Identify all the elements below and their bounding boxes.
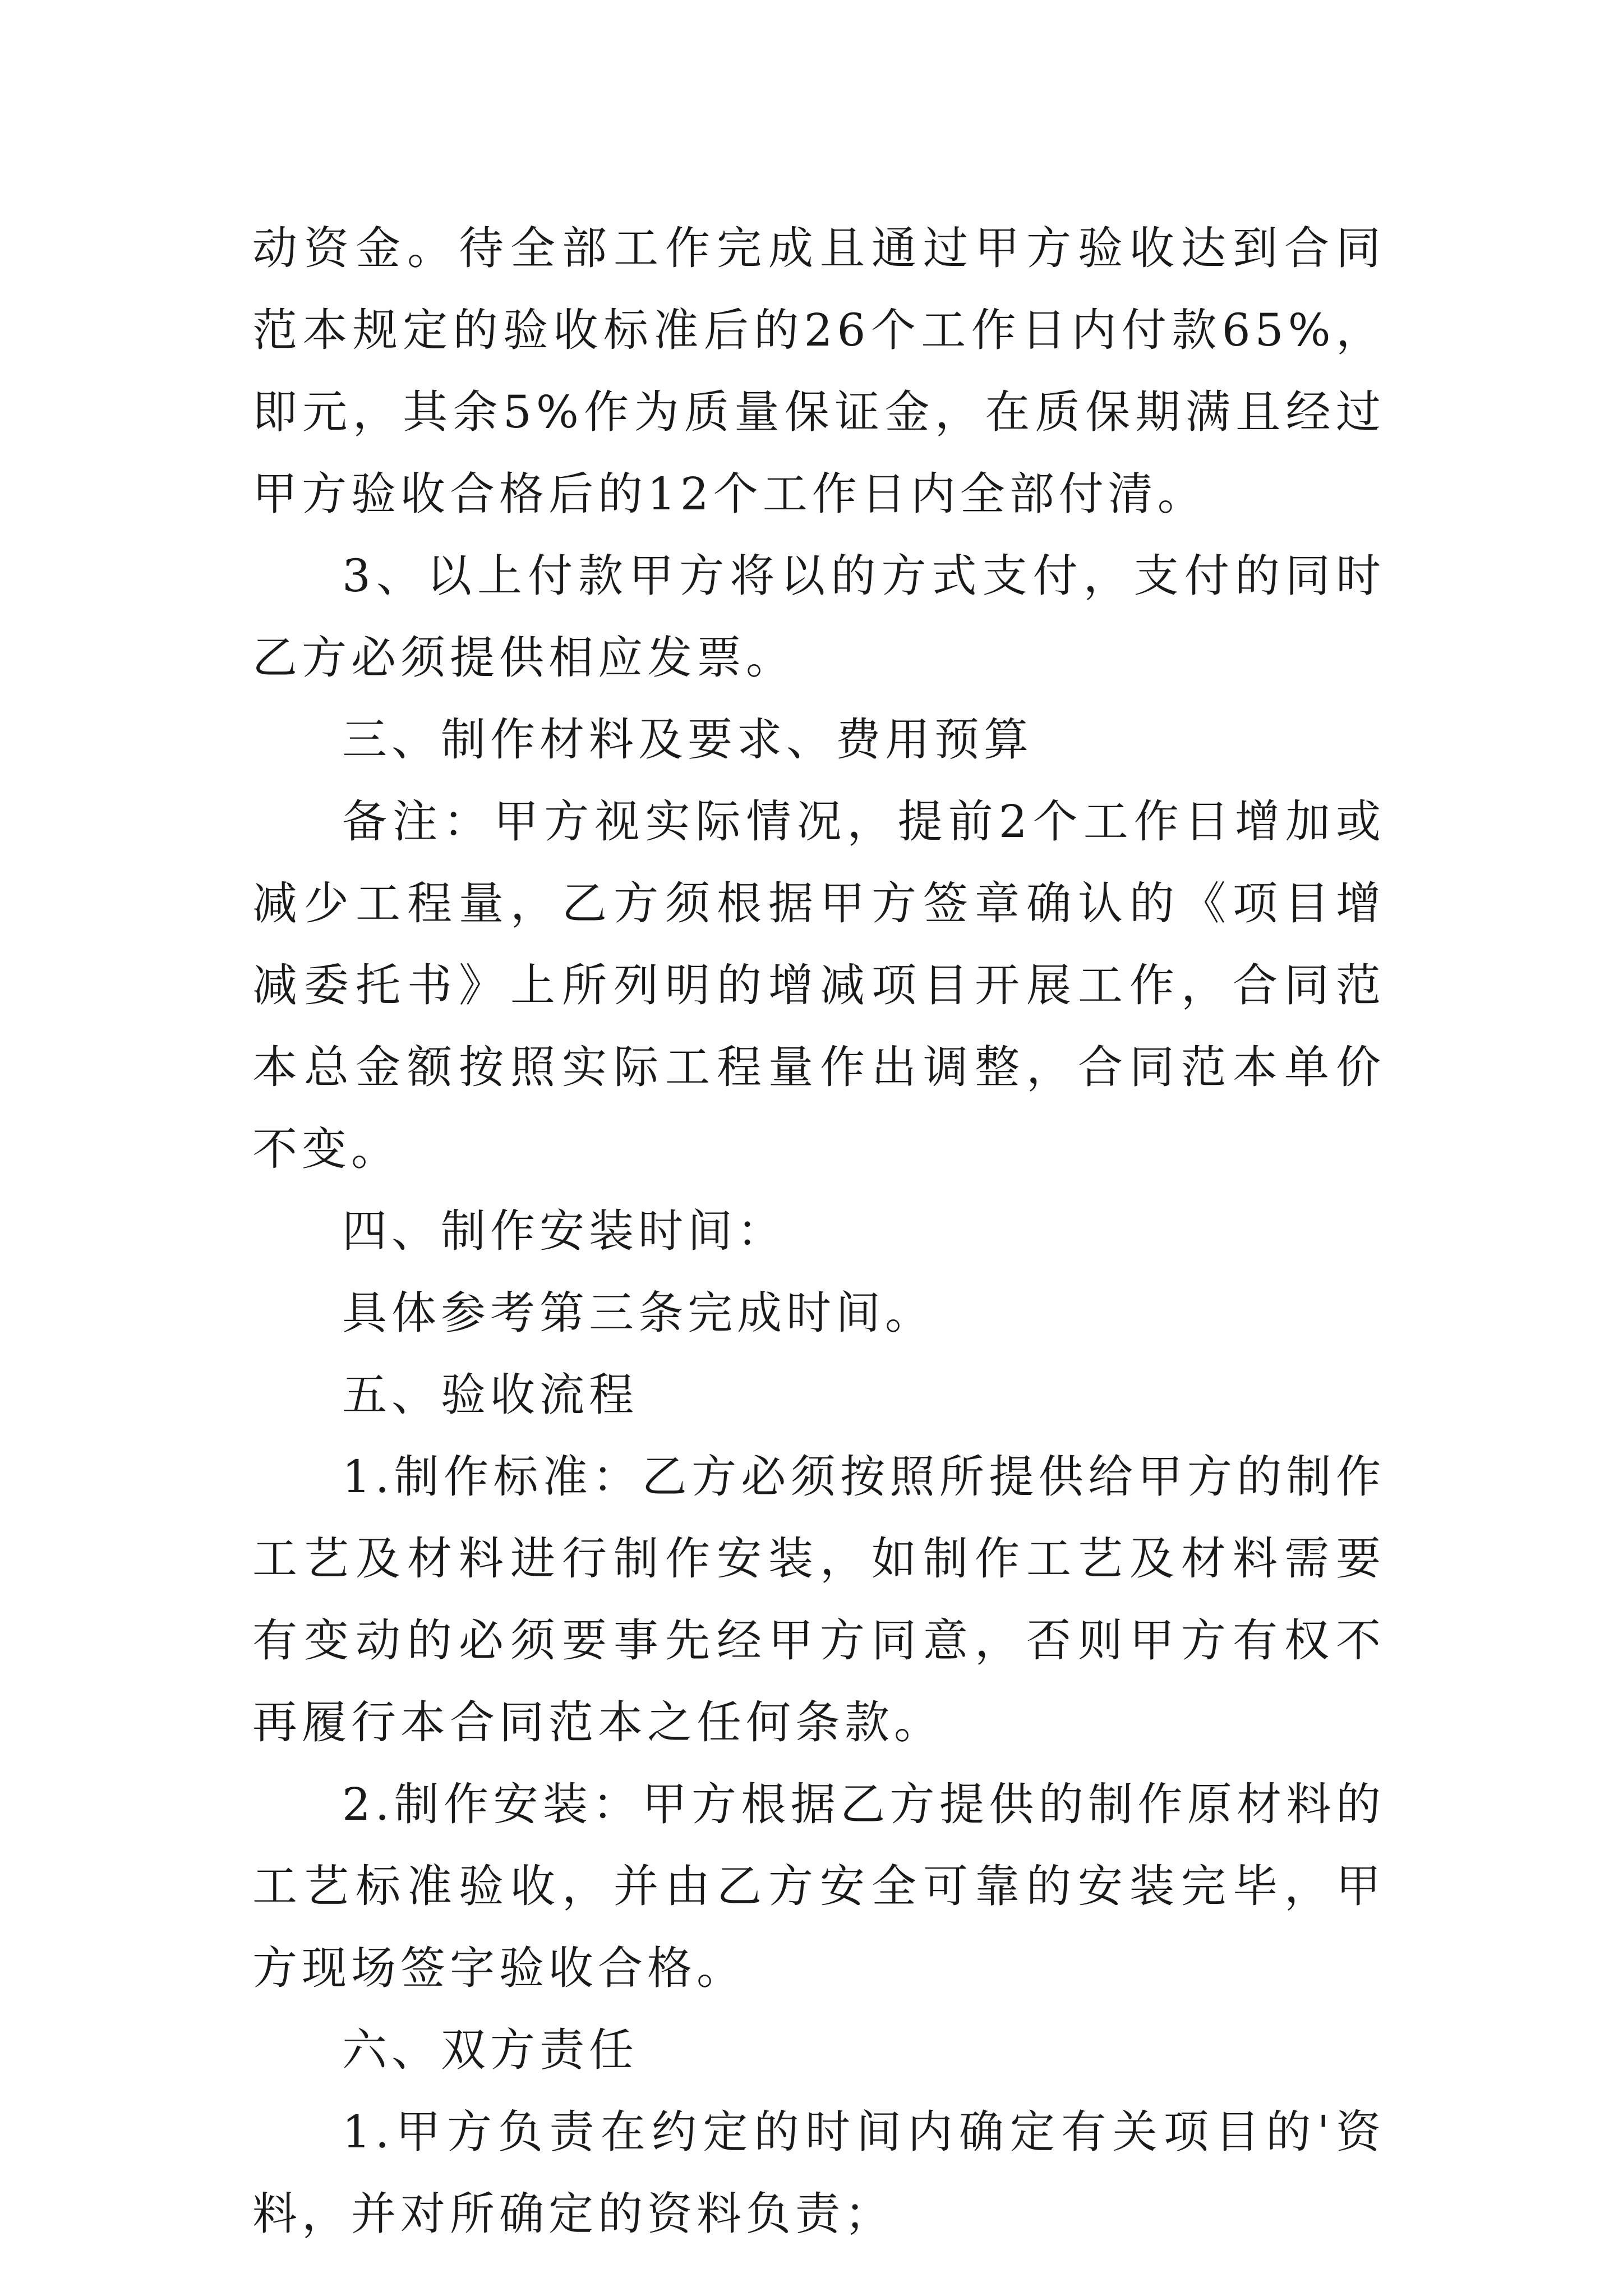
document-body xyxy=(252,208,1385,2255)
paragraph-production-standard: 1.制作标准：乙方必须按照所提供给甲方的制作工艺及材料进行制作安装，如制作工艺及材料需要有变动的必须要事先经甲方同意，否则甲方有权不再履行本合同范本之任何条款。 xyxy=(252,1451,1385,1749)
paragraph-party-a-responsibility: 1.甲方负责在约定的时间内确定有关项目的'资料，并对所确定的资料负责； xyxy=(252,2106,1385,2240)
section-heading-materials: 三、制作材料及要求、费用预算 xyxy=(342,714,1033,766)
paragraph-remarks: 备注：甲方视实际情况，提前2个工作日增加或减少工程量，乙方须根据甲方签章确认的《项目增减委托书》上所列明的增减项目开展工作，合同范本总金额按照实际工程量作出调整，合同范本单价不变。 xyxy=(252,795,1385,1175)
paragraph-install-time: 具体参考第三条完成时间。 xyxy=(342,1287,934,1339)
paragraph-payment-method: 3、以上付款甲方将以的方式支付，支付的同时乙方必须提供相应发票。 xyxy=(252,550,1385,684)
section-heading-install-time: 四、制作安装时间： xyxy=(342,1205,786,1257)
section-heading-acceptance: 五、验收流程 xyxy=(342,1369,638,1421)
paragraph-payment-terms: 动资金。待全部工作完成且通过甲方验收达到合同范本规定的验收标准后的26个工作日内付款65%，即元，其余5%作为质量保证金，在质保期满且经过甲方验收合格后的12个工作日内全部付清。 xyxy=(252,222,1385,520)
paragraph-installation: 2.制作安装：甲方根据乙方提供的制作原材料的工艺标准验收，并由乙方安全可靠的安装完毕，甲方现场签字验收合格。 xyxy=(252,1778,1385,1994)
section-heading-responsibilities: 六、双方责任 xyxy=(342,2024,638,2076)
